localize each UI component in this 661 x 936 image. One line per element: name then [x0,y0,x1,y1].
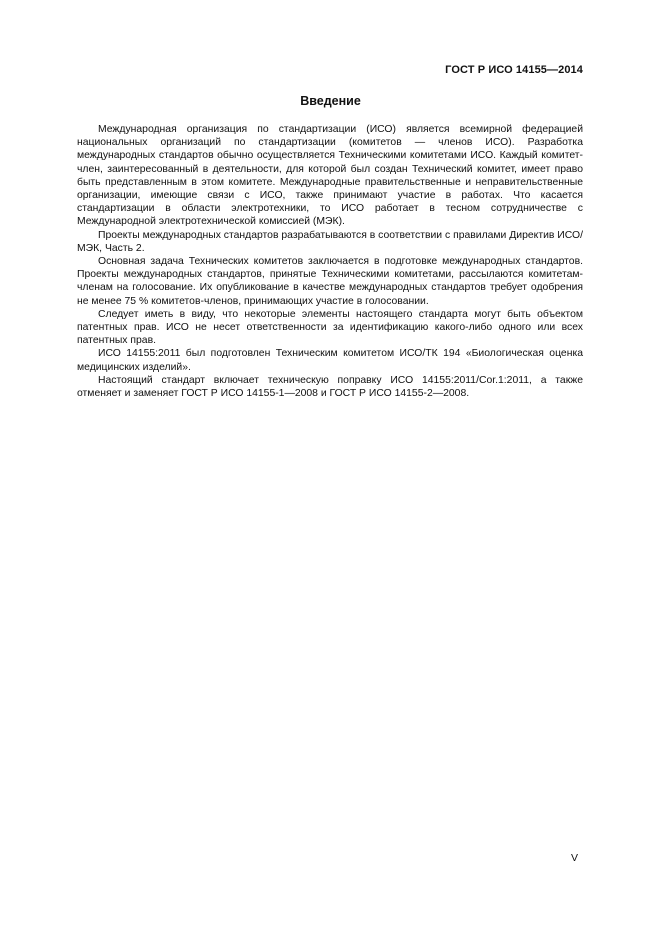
paragraph: Основная задача Технических комитетов заключается в подготовке международных стандартов. Проекты международных стандартов, принятые Техническими комитетами, рассылаются комитетам-членам на голосование. Их опубликование в качестве международных стандартов требует одобрения не менее 75 % комитетов-членов, принимающих участие в голосовании. [77,256,583,307]
page-number: V [570,852,578,864]
paragraph: Проекты международных стандартов разрабатываются в соответствии с правилами Директив ИСО/МЭК, Часть 2. [77,229,583,254]
document-code-header: ГОСТ Р ИСО 14155—2014 [445,64,583,76]
paragraph: Международная организация по стандартизации (ИСО) является всемирной федерацией национальных организаций по стандартизации (комитетов — членов ИСО). Разработка международных стандартов обычно осуществляется Техническими комитетами ИСО. Каждый комитет-член, заинтересованный в деятельности, для которой был создан Технический комитет, имеет право быть представленным в этом комитете. Международные правительственные и неправительственные организации, имеющие связи с ИСО, также принимают участие в работах. Что касается стандартизации в области электротехники, то ИСО работает в тесном сотрудничестве с Международной электротехнической комиссией (МЭК). [77,124,583,228]
paragraph: Настоящий стандарт включает техническую поправку ИСО 14155:2011/Cor.1:2011, а также отменяет и заменяет ГОСТ Р ИСО 14155-1—2008 и ГОСТ Р ИСО 14155-2—2008. [77,374,583,400]
paragraph: ИСО 14155:2011 был подготовлен Техническим комитетом ИСО/ТК 194 «Биологическая оценка медицинских изделий». [77,348,583,373]
introduction-body [77,123,583,400]
paragraph: Следует иметь в виду, что некоторые элементы настоящего стандарта могут быть объектом патентных прав. ИСО не несет ответственности за идентификацию какого-либо одного или всех патентных прав. [77,308,583,347]
section-title: Введение [300,94,361,108]
